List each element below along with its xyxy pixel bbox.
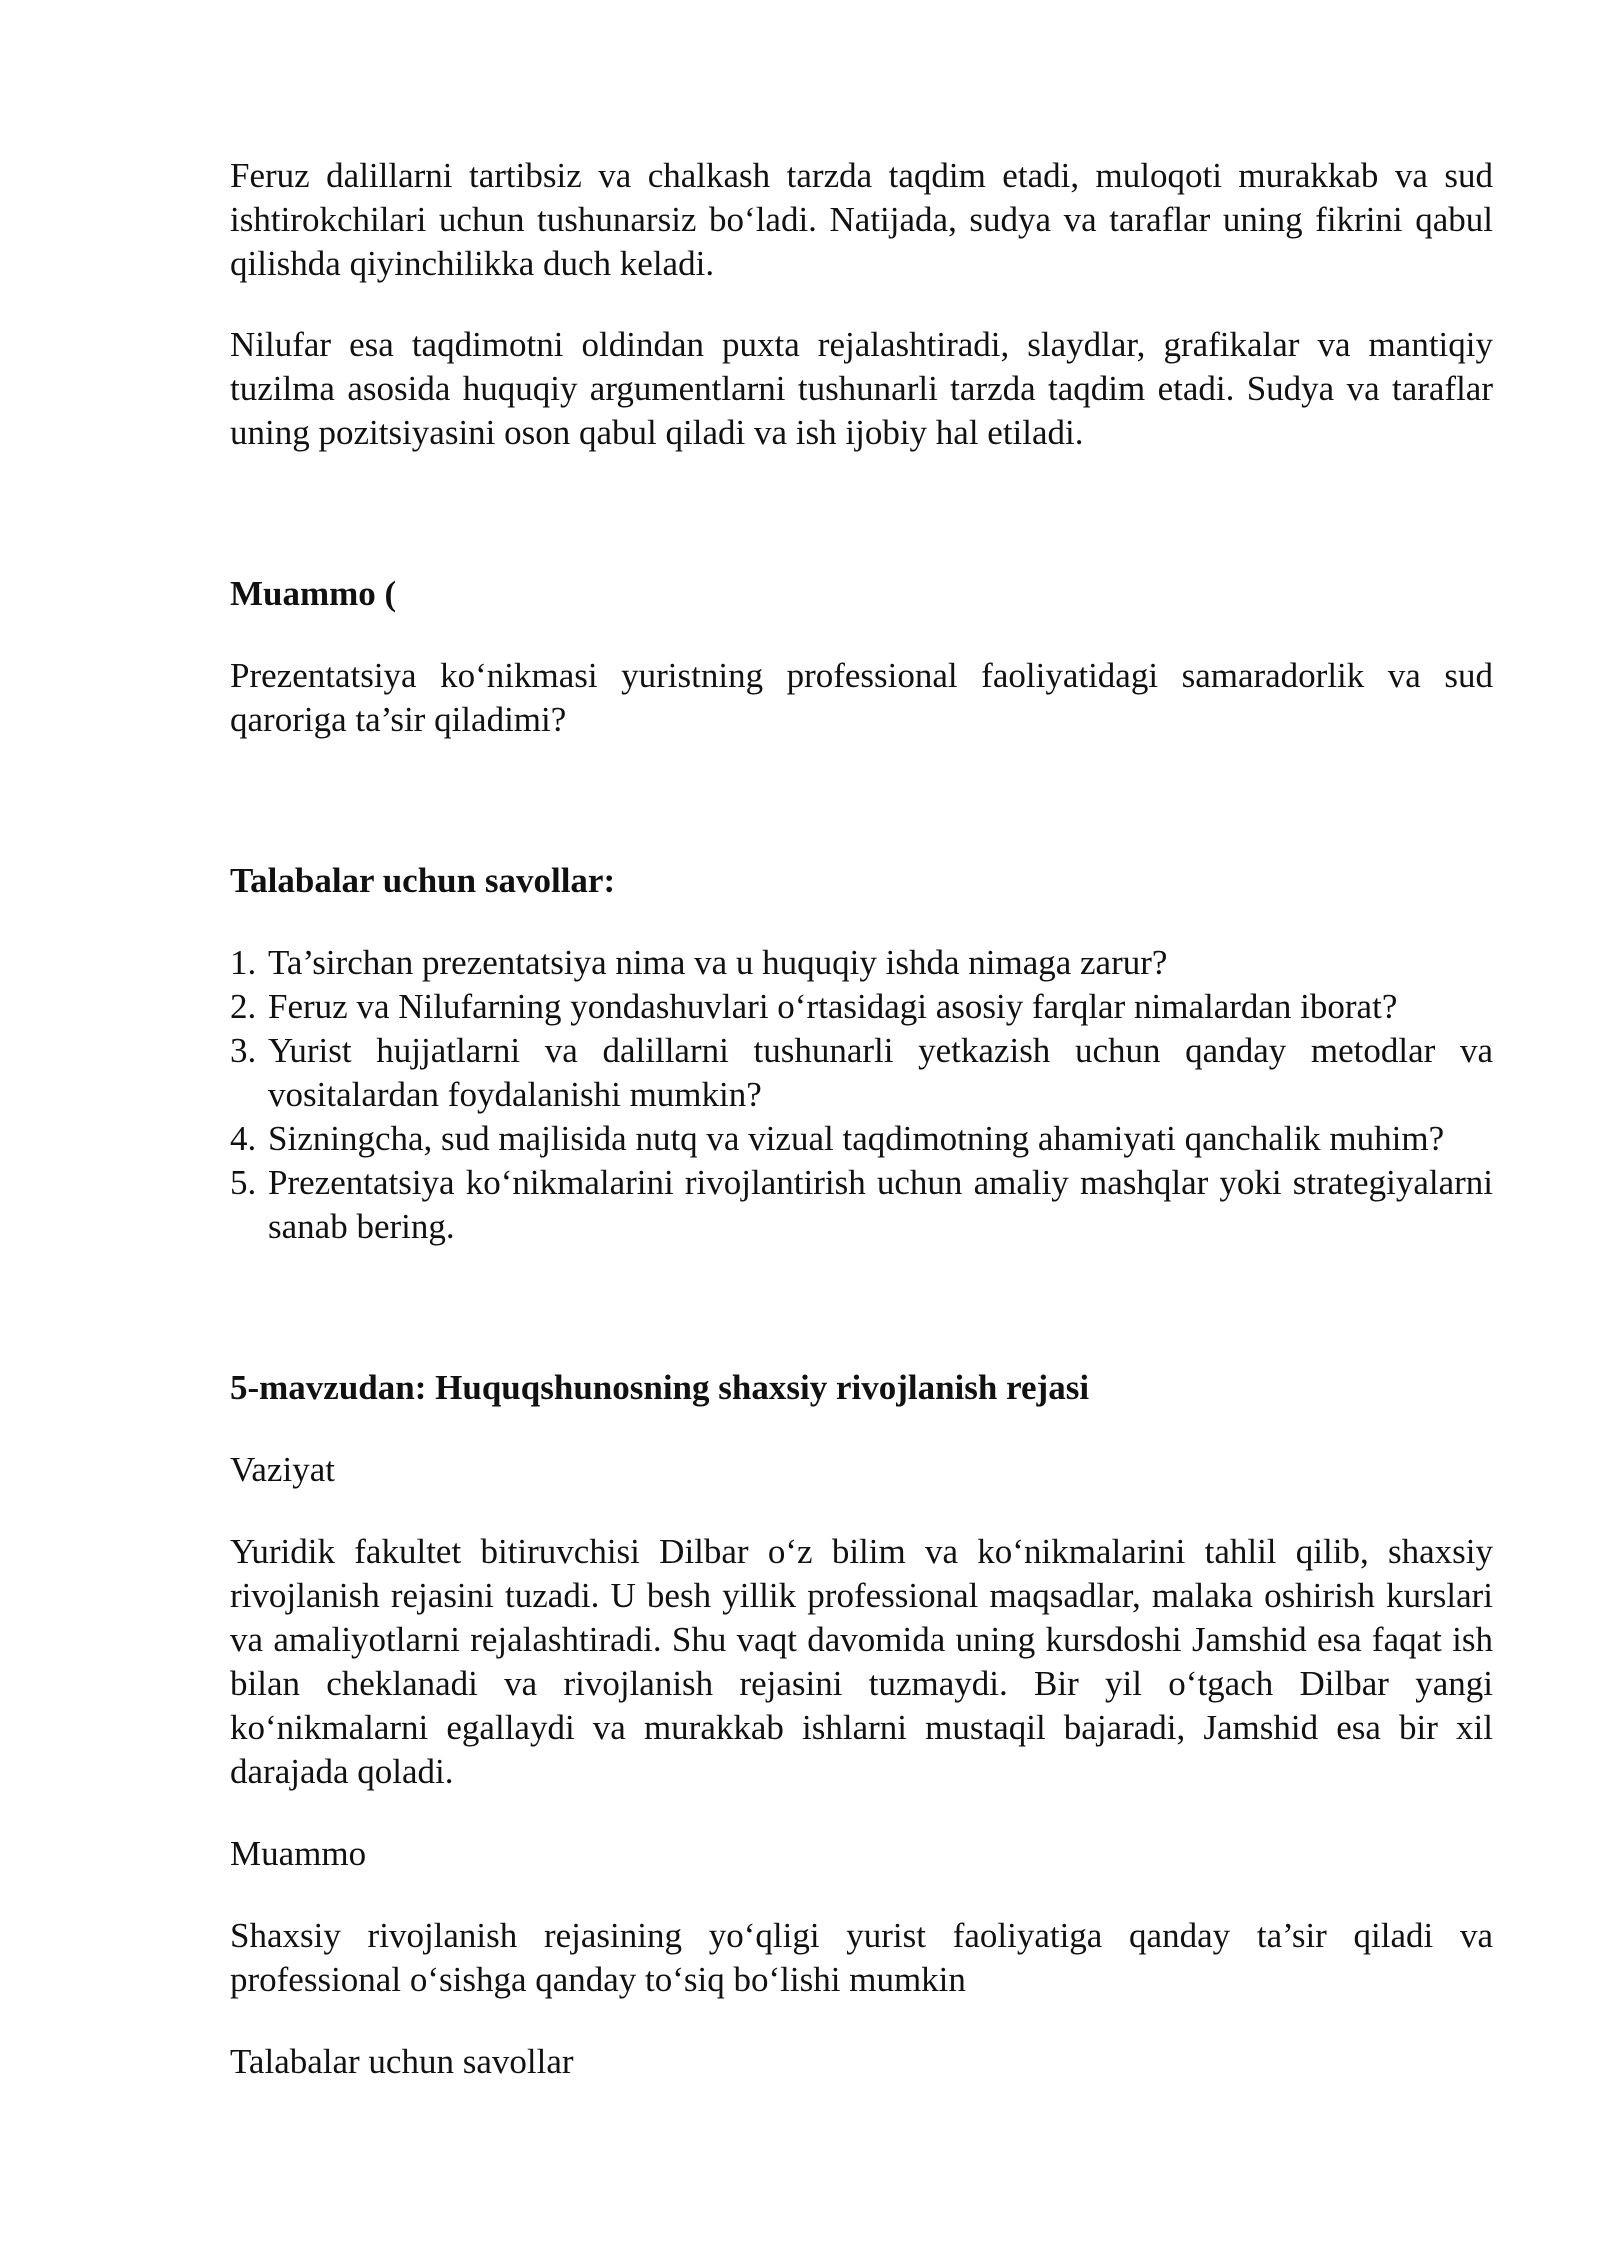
paragraph-dilbar: Yuridik fakultet bitiruvchisi Dilbar o‘z bilim va ko‘nikmalarini tahlil qilib, shaxsiy rivojlanish rejasini tuzadi. U besh yillik professional maqsadlar, malaka oshirish kurslari va amaliyotlarni rejalashtiradi. Shu vaqt davomida uning kursdoshi Jamshid esa faqat ish bilan cheklanadi va rivojlanish rejasini tuzmaydi. Bir yil o‘tgach Dilbar yangi ko‘nikmalarni egallaydi va murakkab ishlarni mustaqil bajaradi, Jamshid esa bir xil darajada qoladi.: [230, 1532, 1493, 1791]
list-item: [230, 985, 1493, 1029]
list-item-number: 2.: [230, 987, 257, 1026]
heading-topic-5: 5-mavzudan: Huquqshunosning shaxsiy rivojlanish rejasi: [230, 1368, 1090, 1407]
list-item-number: 1.: [230, 943, 257, 982]
label-muammo: Muammo: [230, 1834, 367, 1873]
paragraph-nilufar: Nilufar esa taqdimotni oldindan puxta rejalashtiradi, slaydlar, grafikalar va mantiqiy tuzilma asosida huquqiy argumentlarni tushunarli tarzda taqdim etadi. Sudya va taraflar uning pozitsiyasini oson qabul qiladi va ish ijobiy hal etiladi.: [230, 325, 1493, 452]
list-item-number: 3.: [230, 1031, 257, 1070]
list-item-number: 5.: [230, 1163, 257, 1202]
document-content: [230, 154, 1493, 2084]
list-item-text: Feruz va Nilufarning yondashuvlari o‘rtasidagi asosiy farqlar nimalardan iborat?: [268, 987, 1398, 1026]
list-item-text: Ta’sirchan prezentatsiya nima va u huquqiy ishda nimaga zarur?: [268, 943, 1168, 982]
heading-muammo: Muammo (: [230, 574, 397, 613]
paragraph-feruz: Feruz dalillarni tartibsiz va chalkash tarzda taqdim etadi, muloqoti murakkab va sud ishtirokchilari uchun tushunarsiz bo‘ladi. Natijada, sudya va taraflar uning fikrini qabul qilishda qiyinchilikka duch keladi.: [230, 156, 1493, 283]
heading-student-questions: Talabalar uchun savollar:: [230, 861, 616, 900]
list-item-number: 4.: [230, 1119, 257, 1158]
label-student-questions: Talabalar uchun savollar: [230, 2042, 574, 2081]
list-item-text: Sizningcha, sud majlisida nutq va vizual taqdimotning ahamiyati qanchalik muhim?: [268, 1119, 1445, 1158]
list-item: [230, 1161, 1493, 1249]
list-item: [230, 941, 1493, 985]
list-item: [230, 1029, 1493, 1117]
list-item-text: Prezentatsiya ko‘nikmalarini rivojlantirish uchun amaliy mashqlar yoki strategiyalarni sanab bering.: [268, 1163, 1493, 1246]
questions-list: [230, 941, 1493, 1249]
list-item-text: Yurist hujjatlarni va dalillarni tushunarli yetkazish uchun qanday metodlar va vositalardan foydalanishi mumkin?: [268, 1031, 1493, 1114]
list-item: [230, 1117, 1493, 1161]
paragraph-problem-question: Prezentatsiya ko‘nikmasi yuristning professional faoliyatidagi samaradorlik va sud qaroriga ta’sir qiladimi?: [230, 656, 1493, 739]
label-vaziyat: Vaziyat: [230, 1450, 335, 1489]
paragraph-plan-problem: Shaxsiy rivojlanish rejasining yo‘qligi yurist faoliyatiga qanday ta’sir qiladi va professional o‘sishga qanday to‘siq bo‘lishi mumkin: [230, 1916, 1493, 1999]
